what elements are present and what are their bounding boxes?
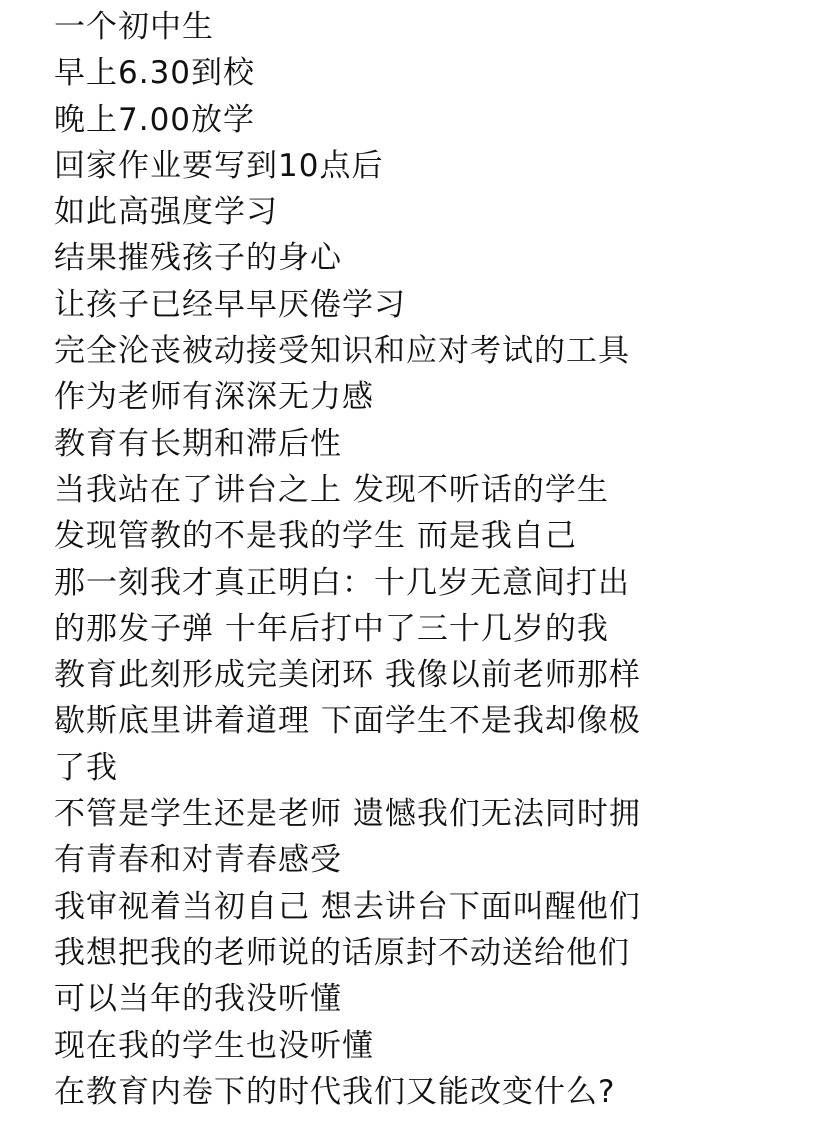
text-line: 晚上7.00放学 [54,101,256,138]
text-line: 完全沦丧被动接受知识和应对考试的工具 [54,333,630,370]
text-line: 教育有长期和滞后性 [54,425,342,462]
text-line: 如此高强度学习 [54,194,278,231]
text-line: 回家作业要写到10点后 [54,147,384,184]
text-line: 结果摧残孩子的身心 [54,240,342,277]
text-line: 让孩子已经早早厌倦学习 [54,286,406,323]
text-line: 现在我的学生也没听懂 [54,1027,374,1064]
text-line: 作为老师有深深无力感 [54,379,374,416]
text-line: 不管是学生还是老师 遗憾我们无法同时拥 [54,796,641,833]
text-line: 在教育内卷下的时代我们又能改变什么? [54,1073,616,1110]
text-line: 的那发子弹 十年后打中了三十几岁的我 [54,610,609,647]
text-line: 那一刻我才真正明白：十几岁无意间打出 [54,564,630,601]
text-line: 教育此刻形成完美闭环 我像以前老师那样 [54,657,641,694]
text-post-body [54,4,814,1115]
text-line: 有青春和对青春感受 [54,842,342,879]
text-line: 歇斯底里讲着道理 下面学生不是我却像极 [54,703,641,740]
text-line: 当我站在了讲台之上 发现不听话的学生 [54,471,609,508]
text-line: 我审视着当初自己 想去讲台下面叫醒他们 [54,888,641,925]
text-line: 发现管教的不是我的学生 而是我自己 [54,518,577,555]
text-line: 一个初中生 [54,9,214,45]
text-line: 了我 [54,749,118,786]
text-line: 我想把我的老师说的话原封不动送给他们 [54,934,630,971]
text-line: 早上6.30到校 [54,55,256,92]
text-line: 可以当年的我没听懂 [54,981,342,1018]
